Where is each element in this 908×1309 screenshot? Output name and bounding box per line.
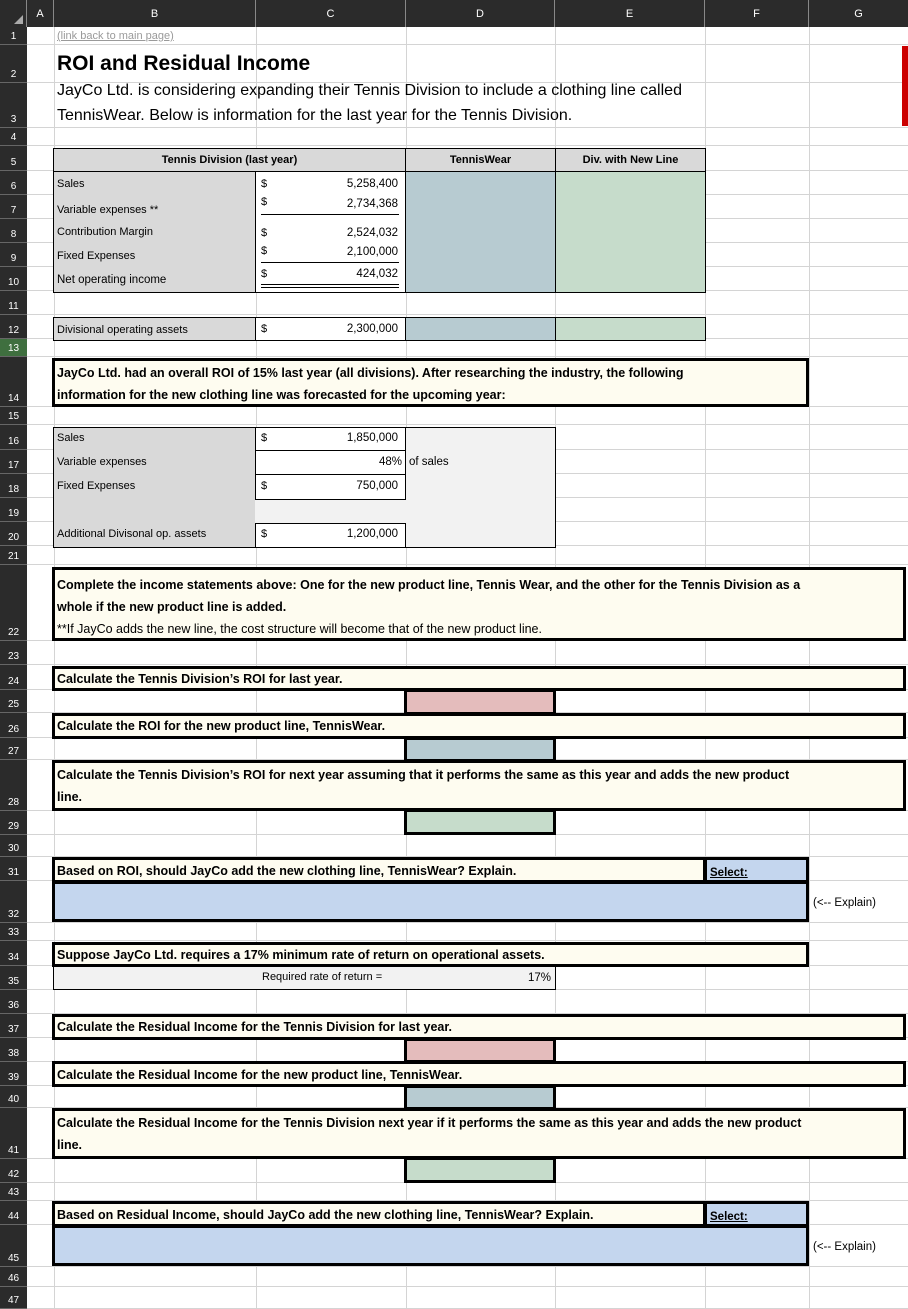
row-header-44[interactable]: 44: [0, 1201, 27, 1225]
row-header-36[interactable]: 36: [0, 990, 27, 1014]
row-header-10[interactable]: 10: [0, 267, 27, 291]
q-roi-next-line-2: line.: [57, 790, 83, 804]
answer-ri-new[interactable]: [404, 1085, 556, 1110]
col-div-header: [555, 148, 706, 172]
instructions-line-2: whole if the new product line is added.: [57, 600, 287, 614]
q-roi-decide-text: Based on ROI, should JayCo add the new clothing line, TennisWear? Explain.: [57, 864, 517, 878]
row-header-39[interactable]: 39: [0, 1062, 27, 1086]
q-ri-decide-text: Based on Residual Income, should JayCo add the new clothing line, TennisWear? Explain.: [57, 1208, 594, 1222]
row-header-21[interactable]: 21: [0, 546, 27, 565]
row-header-38[interactable]: 38: [0, 1038, 27, 1062]
row-header-20[interactable]: 20: [0, 522, 27, 546]
underline-fixed: [261, 262, 399, 263]
ri-select-label: Select:: [710, 1211, 748, 1223]
dollar-fixed: $: [261, 245, 268, 257]
col-header-f[interactable]: F: [705, 0, 809, 27]
answer-ri-last[interactable]: [404, 1038, 556, 1063]
ri-explain-input[interactable]: [52, 1225, 809, 1266]
row-header-30[interactable]: 30: [0, 835, 27, 857]
row-header-3[interactable]: 3: [0, 83, 27, 128]
row-header-25[interactable]: 25: [0, 690, 27, 713]
value-var: 2,734,368: [346, 198, 398, 210]
instructions-line-3: **If JayCo adds the new line, the cost structure will become that of the new product line.: [57, 622, 542, 636]
row-header-24[interactable]: 24: [0, 665, 27, 690]
dollar-var: $: [261, 196, 268, 208]
dollar-cm: $: [261, 227, 268, 239]
row-header-18[interactable]: 18: [0, 474, 27, 498]
row-header-34[interactable]: 34: [0, 941, 27, 966]
grid-row-line: [27, 564, 908, 565]
row-header-33[interactable]: 33: [0, 923, 27, 941]
q-ri-new-text: Calculate the Residual Income for the new product line, TennisWear.: [57, 1068, 463, 1082]
row-header-41[interactable]: 41: [0, 1108, 27, 1159]
grid-row-line: [27, 145, 908, 146]
row-noi-label: Net operating income: [57, 274, 167, 286]
grid-row-line: [27, 127, 908, 128]
dollar-noi: $: [261, 268, 268, 280]
forecast-assets-dollar: $: [261, 528, 268, 540]
grid-row-line: [27, 664, 908, 665]
forecast-sales-dollar: $: [261, 432, 268, 444]
row-header-1[interactable]: 1: [0, 27, 27, 45]
value-sales: 5,258,400: [346, 178, 398, 190]
select-all-corner[interactable]: [0, 0, 27, 27]
dollar-assets: $: [261, 323, 268, 335]
value-noi: 424,032: [356, 268, 398, 280]
assets-label-cell: [53, 317, 256, 341]
tenniswear-input-area[interactable]: [405, 171, 556, 293]
row-var-label: Variable expenses **: [57, 204, 159, 216]
row-header-13[interactable]: 13: [0, 339, 27, 357]
req-rate-value[interactable]: 17%: [527, 972, 551, 984]
ri-select-dropdown[interactable]: [704, 1201, 809, 1227]
dollar-sales: $: [261, 178, 268, 190]
forecast-var-value: 48%: [378, 456, 402, 468]
col-header-c[interactable]: C: [256, 0, 406, 27]
value-cm: 2,524,032: [346, 227, 398, 239]
roi-select-label: Select:: [710, 867, 748, 879]
grid-row-line: [27, 922, 908, 923]
row-header-12[interactable]: 12: [0, 315, 27, 339]
row-header-2[interactable]: 2: [0, 45, 27, 83]
div-assets-input[interactable]: [555, 317, 706, 341]
forecast-sales-value: 1,850,000: [346, 432, 398, 444]
row-header-32[interactable]: 32: [0, 881, 27, 923]
red-edge-marker: [902, 46, 908, 126]
row-header-28[interactable]: 28: [0, 760, 27, 811]
row-header-6[interactable]: 6: [0, 171, 27, 195]
col-tenniswear-text: TennisWear: [449, 154, 512, 166]
col-header-a[interactable]: A: [27, 0, 54, 27]
row-header-22[interactable]: 22: [0, 565, 27, 641]
row-header-15[interactable]: 15: [0, 407, 27, 425]
grid-row-line: [27, 314, 908, 315]
row-header-45[interactable]: 45: [0, 1225, 27, 1267]
row-header-42[interactable]: 42: [0, 1159, 27, 1183]
col-header-d[interactable]: D: [406, 0, 555, 27]
value-fixed: 2,100,000: [346, 246, 398, 258]
row-header-23[interactable]: 23: [0, 641, 27, 665]
forecast-intro-line-1: JayCo Ltd. had an overall ROI of 15% last year (all divisions). After researching the industry, the following: [57, 366, 684, 380]
q-ri-next-line-1: Calculate the Residual Income for the Tennis Division next year if it performs the same as this year and adds the new product: [57, 1116, 802, 1130]
row-header-17[interactable]: 17: [0, 450, 27, 474]
row-header-8[interactable]: 8: [0, 219, 27, 243]
forecast-assets-value: 1,200,000: [346, 528, 398, 540]
col-div-text: Div. with New Line: [582, 154, 679, 166]
grid-row-line: [27, 424, 908, 425]
row-header-29[interactable]: 29: [0, 811, 27, 835]
link-back[interactable]: (link back to main page): [57, 30, 174, 42]
row-sales-label: Sales: [57, 178, 85, 190]
q-roi-last-text: Calculate the Tennis Division’s ROI for last year.: [57, 672, 343, 686]
forecast-fixed-value: 750,000: [356, 480, 398, 492]
row-header-37[interactable]: 37: [0, 1014, 27, 1038]
row-header-27[interactable]: 27: [0, 738, 27, 760]
row-header-46[interactable]: 46: [0, 1267, 27, 1287]
ri-explain-label: (<-- Explain): [813, 1241, 876, 1253]
forecast-fixed-label: Fixed Expenses: [57, 480, 136, 492]
table1-header-text: Tennis Division (last year): [161, 154, 298, 166]
grid-row-line: [27, 940, 908, 941]
row-header-11[interactable]: 11: [0, 291, 27, 315]
roi-explain-input[interactable]: [52, 881, 809, 922]
forecast-sales-label: Sales: [57, 432, 85, 444]
roi-select-dropdown[interactable]: [704, 857, 809, 883]
tenniswear-assets-input[interactable]: [405, 317, 556, 341]
instructions-line-1: Complete the income statements above: One for the new product line, Tennis Wear, and the other for the Tennis Division as a: [57, 578, 801, 592]
intro-line-1: JayCo Ltd. is considering expanding their Tennis Division to include a clothing line called: [57, 82, 682, 99]
page-title: ROI and Residual Income: [57, 52, 311, 75]
col-tenniswear-header: [405, 148, 556, 172]
q-roi-next-line-1: Calculate the Tennis Division’s ROI for next year assuming that it performs the same as this year and adds the new product: [57, 768, 790, 782]
grid-row-line: [27, 1266, 908, 1267]
row-header-5[interactable]: 5: [0, 146, 27, 171]
underline-var: [261, 214, 399, 215]
row-header-16[interactable]: 16: [0, 425, 27, 450]
q-ri-last-text: Calculate the Residual Income for the Tennis Division for last year.: [57, 1020, 453, 1034]
col-header-g[interactable]: G: [809, 0, 908, 27]
roi-explain-label: (<-- Explain): [813, 897, 876, 909]
row-header-19[interactable]: 19: [0, 498, 27, 522]
req-rate-label: Required rate of return =: [262, 971, 383, 983]
answer-roi-next[interactable]: [404, 809, 556, 835]
grid-row-line: [27, 356, 908, 357]
value-assets: 2,300,000: [346, 323, 398, 335]
assets-label: Divisional operating assets: [57, 324, 188, 336]
q-ri-next-line-2: line.: [57, 1138, 83, 1152]
div-new-line-input-area[interactable]: [555, 171, 706, 293]
intro-line-2: TennisWear. Below is information for the last year for the Tennis Division.: [57, 107, 573, 124]
row-header-31[interactable]: 31: [0, 857, 27, 881]
col-header-e[interactable]: E: [555, 0, 705, 27]
col-header-b[interactable]: B: [54, 0, 256, 27]
row-header-4[interactable]: 4: [0, 128, 27, 146]
row-header-43[interactable]: 43: [0, 1183, 27, 1201]
answer-roi-last[interactable]: [404, 689, 556, 715]
forecast-intro-line-2: information for the new clothing line was forecasted for the upcoming year:: [57, 388, 506, 402]
row-header-14[interactable]: 14: [0, 357, 27, 407]
row-header-7[interactable]: 7: [0, 195, 27, 219]
row-header-26[interactable]: 26: [0, 713, 27, 738]
answer-roi-new[interactable]: [404, 737, 556, 762]
row-fixed-label: Fixed Expenses: [57, 250, 136, 262]
forecast-var-label: Variable expenses: [57, 456, 147, 468]
forecast-var-suffix: of sales: [409, 456, 449, 468]
row-header-47[interactable]: 47: [0, 1287, 27, 1309]
table1-header: [53, 148, 406, 172]
row-header-9[interactable]: 9: [0, 243, 27, 267]
row-header-35[interactable]: 35: [0, 966, 27, 990]
row-header-40[interactable]: 40: [0, 1086, 27, 1108]
double-underline-noi: [261, 284, 399, 288]
min-return-text: Suppose JayCo Ltd. requires a 17% minimum rate of return on operational assets.: [57, 948, 545, 962]
grid-row-line: [27, 44, 908, 45]
q-roi-new-text: Calculate the ROI for the new product line, TennisWear.: [57, 719, 386, 733]
answer-ri-next[interactable]: [404, 1157, 556, 1183]
grid-row-line: [27, 1286, 908, 1287]
row-cm-label: Contribution Margin: [57, 226, 153, 238]
forecast-fixed-dollar: $: [261, 480, 268, 492]
forecast-assets-label: Additional Divisonal op. assets: [57, 528, 207, 540]
